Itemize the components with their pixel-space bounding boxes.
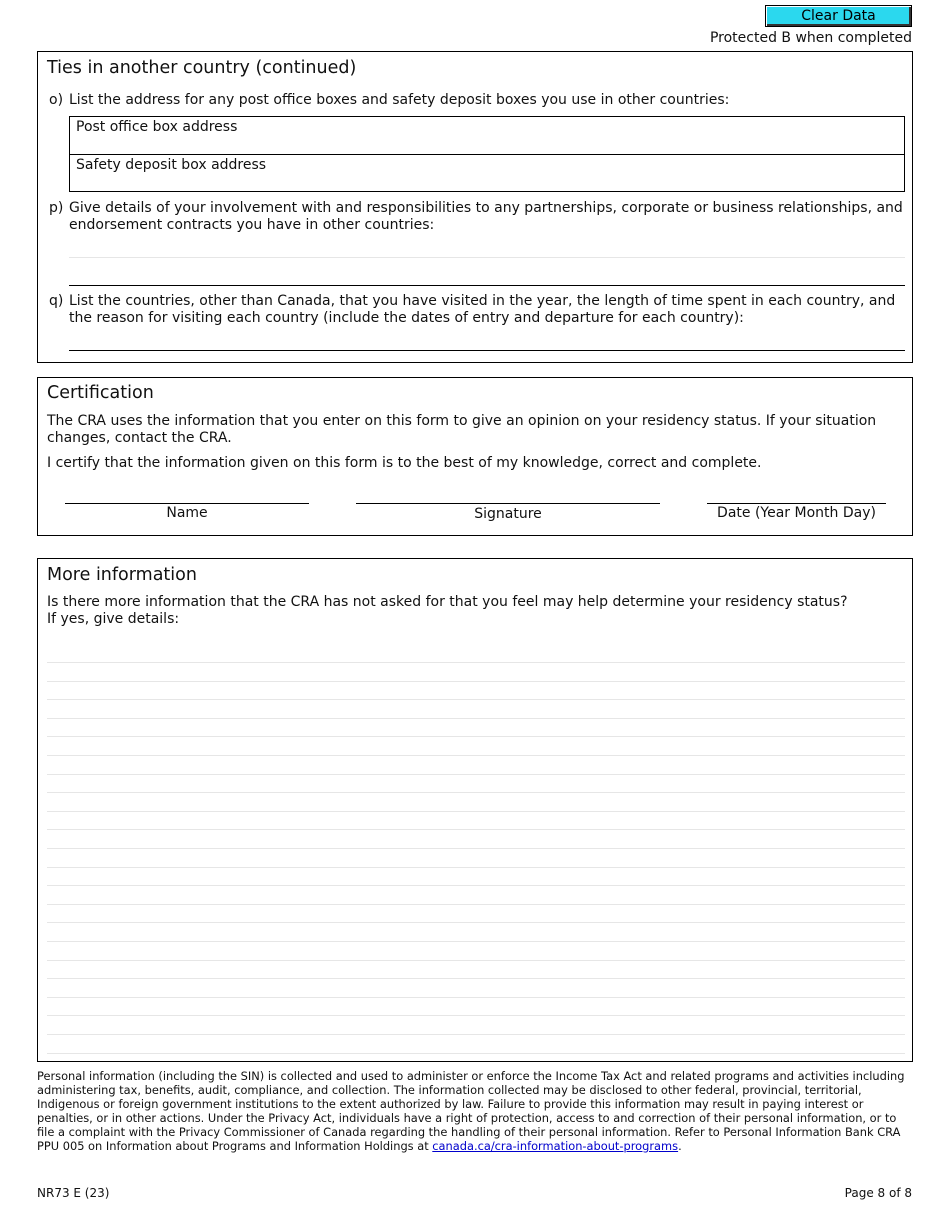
details-ruled-line: [47, 774, 905, 775]
details-ruled-line: [47, 718, 905, 719]
details-ruled-line: [47, 736, 905, 737]
question-p-answer-line-2[interactable]: [69, 285, 905, 286]
ties-section: [37, 51, 913, 363]
details-ruled-line: [47, 811, 905, 812]
details-ruled-line: [47, 848, 905, 849]
details-ruled-line: [47, 960, 905, 961]
protected-b-label: Protected B when completed: [709, 30, 912, 46]
cra-programs-link[interactable]: canada.ca/cra-information-about-programs: [432, 1139, 679, 1153]
details-ruled-line: [47, 662, 905, 663]
safety-deposit-box-field[interactable]: [70, 154, 904, 192]
clear-data-button[interactable]: Clear Data: [765, 5, 912, 27]
more-information-details-field[interactable]: [47, 634, 905, 1054]
address-table: [69, 116, 905, 192]
name-signature-line[interactable]: [65, 503, 309, 504]
details-ruled-line: [47, 885, 905, 886]
privacy-notice: [37, 1069, 913, 1153]
details-ruled-line: [47, 755, 905, 756]
certification-title: Certification: [47, 383, 154, 403]
question-p-letter: p): [49, 200, 64, 216]
more-information-question-line-1: Is there more information that the CRA has not asked for that you feel may help determine your residency status?: [47, 594, 848, 610]
question-o-text: List the address for any post office boxes and safety deposit boxes you use in other countries:: [69, 92, 730, 108]
details-ruled-line: [47, 1015, 905, 1016]
privacy-notice-end: .: [678, 1139, 682, 1153]
details-ruled-line: [47, 699, 905, 700]
details-ruled-line: [47, 997, 905, 998]
question-q-answer-line[interactable]: [69, 350, 905, 351]
question-p-answer-line-1[interactable]: [69, 257, 905, 258]
more-information-title: More information: [47, 565, 197, 585]
certification-paragraph-2: I certify that the information given on this form is to the best of my knowledge, correct and complete.: [47, 455, 762, 471]
safety-deposit-box-label: Safety deposit box address: [76, 157, 267, 173]
po-box-address-label: Post office box address: [76, 119, 238, 135]
question-o-letter: o): [49, 92, 64, 108]
details-ruled-line: [47, 867, 905, 868]
details-ruled-line: [47, 922, 905, 923]
ties-section-title: Ties in another country (continued): [47, 58, 357, 78]
po-box-address-field[interactable]: [70, 117, 904, 155]
details-ruled-line: [47, 681, 905, 682]
details-ruled-line: [47, 792, 905, 793]
name-label: Name: [166, 505, 208, 521]
details-ruled-line: [47, 941, 905, 942]
certification-paragraph-1: The CRA uses the information that you enter on this form to give an opinion on your residency status. If your situation changes, contact the CRA.: [47, 413, 877, 446]
question-q-text: List the countries, other than Canada, that you have visited in the year, the length of time spent in each country, and the reason for visiting each country (include the dates of entry and departure for each country):: [69, 293, 896, 326]
details-ruled-line: [47, 904, 905, 905]
details-ruled-line: [47, 978, 905, 979]
page-number: Page 8 of 8: [844, 1186, 912, 1200]
certification-section: [37, 377, 913, 536]
date-line[interactable]: [707, 503, 886, 504]
signature-label: Signature: [474, 506, 542, 522]
form-identifier: NR73 E (23): [37, 1186, 110, 1200]
details-ruled-line: [47, 829, 905, 830]
details-ruled-line: [47, 1034, 905, 1035]
signature-line[interactable]: [356, 503, 660, 504]
question-q-letter: q): [49, 293, 64, 309]
question-p-text: Give details of your involvement with and responsibilities to any partnerships, corporate or business relationships, and endorsement contracts you have in other countries:: [69, 200, 903, 233]
date-label: Date (Year Month Day): [717, 505, 876, 521]
more-information-section: [37, 558, 913, 1062]
details-ruled-line: [47, 1053, 905, 1054]
more-information-question-line-2: If yes, give details:: [47, 611, 180, 627]
privacy-notice-text: Personal information (including the SIN) is collected and used to administer or enforce the Income Tax Act and related programs and activities including administering tax, benefits, audit, compliance, and collection. The information collected may be disclosed to other federal, provincial, territorial, Indigenous or foreign government institutions to the extent authorized by law. Failure to provide this information may result in paying interest or penalties, or in other actions. Under the Privacy Act, individuals have a right of protection, access to and correction of their personal information, or to file a complaint with the Privacy Commissioner of Canada regarding the handling of their personal information. Refer to Personal Information Bank CRA PPU 005 on Information about Programs and Information Holdings at: [37, 1069, 905, 1153]
